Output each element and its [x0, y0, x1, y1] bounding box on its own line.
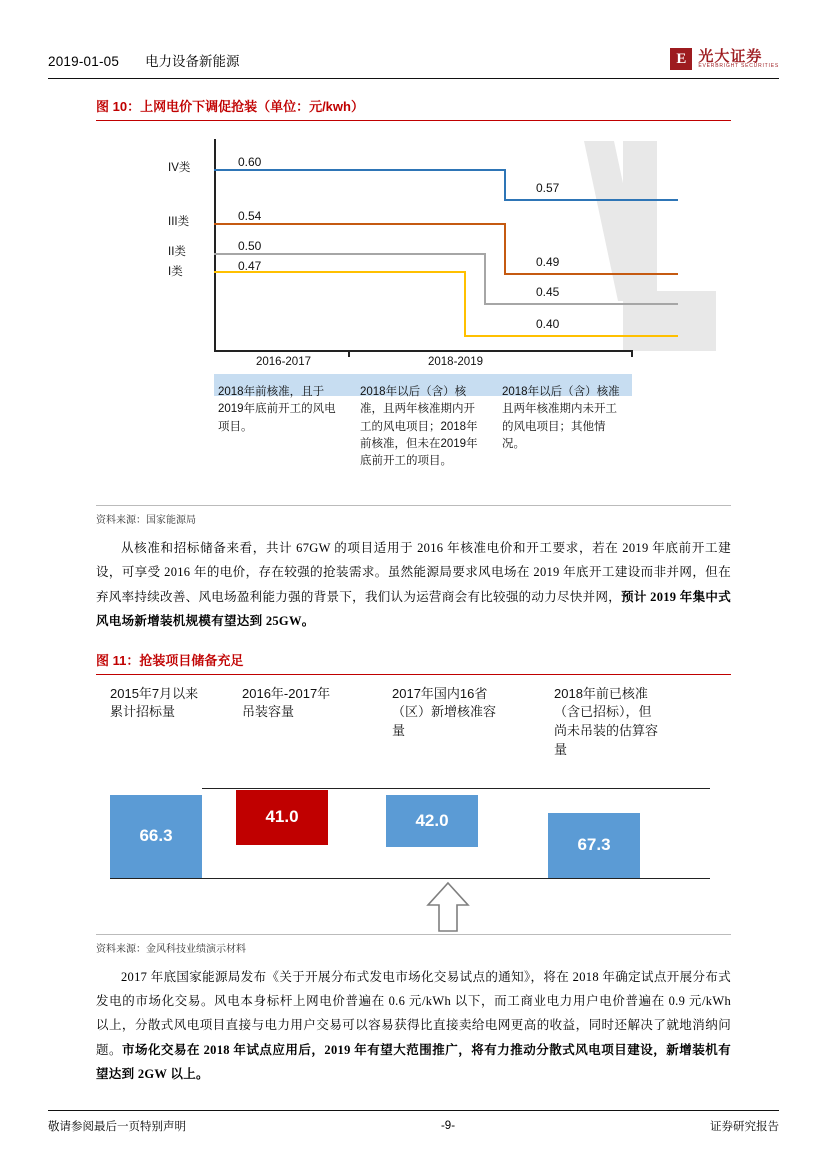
- bar-4: [548, 813, 640, 878]
- bar-header-1: 2015年7月以来累计招标量: [110, 685, 199, 720]
- value-label-iii-right: 0.49: [536, 255, 560, 269]
- paragraph-2-bold: 市场化交易在 2018 年试点应用后，2019 年有望大范围推广，将有力推动分散式风电项目建设，新增装机有望达到 2GW 以上。: [96, 1042, 731, 1081]
- logo-name-cn: 光大证券: [698, 47, 763, 65]
- header-left: [48, 50, 240, 70]
- x-tick-left: [348, 350, 350, 357]
- series-label-iii: III类: [168, 216, 190, 228]
- logo-name-en: EVERBRIGHT SECURITIES: [698, 63, 779, 70]
- up-arrow-icon: [426, 881, 470, 933]
- page-footer: [48, 1110, 779, 1134]
- value-label-i-left: 0.47: [238, 259, 262, 273]
- series-i-drop: [464, 271, 466, 337]
- paragraph-2-text: 2017 年底国家能源局发布《关于开展分布式发电市场化交易试点的通知》，将在 2018 年确定试点开展分布式发电的市场化交易。风电本身标杆上网电价普遍在 0.6 元/kWh 以下，而工商业电力用户电价普遍在 0.9 元/kWh 以上，分散式风电项目直接与电力用户交易可以容易获得比直接卖给电网更高的收益，同时还解决了就地消纳问题。: [96, 969, 731, 1057]
- logo-text: [698, 49, 779, 70]
- bar-4-value: 67.3: [577, 835, 611, 854]
- company-logo: [670, 48, 779, 70]
- series-label-ii: II类: [168, 246, 186, 258]
- note-box-3: 2018年以后（含）核准且两年核准期内未开工的风电项目；其他情况。: [502, 386, 620, 450]
- bar-3: [386, 795, 478, 847]
- page-content: [96, 96, 731, 1086]
- x-axis: [214, 350, 632, 352]
- header-date: 2019-01-05: [48, 54, 120, 69]
- footer-page-number: -9-: [440, 1120, 456, 1132]
- bar-1: [110, 795, 202, 878]
- value-label-ii-right: 0.45: [536, 285, 560, 299]
- series-iii-seg1: [214, 223, 506, 225]
- figure-11-top-rule: [202, 788, 710, 789]
- x-category-1: 2016-2017: [256, 356, 311, 368]
- figure-10-chart: [96, 131, 731, 501]
- paragraph-1-bold: 预计 2019 年集中式风电场新增装机规模有望达到 25GW。: [96, 589, 731, 629]
- series-ii-drop: [484, 253, 486, 305]
- value-label-iv-right: 0.57: [536, 181, 560, 195]
- bar-header-4: 2018年前已核准（含已招标），但尚未吊装的估算容量: [554, 685, 659, 758]
- bar-2-value: 41.0: [265, 807, 299, 826]
- figure-11-headers: [102, 685, 722, 777]
- note-boxes: [214, 381, 632, 473]
- figure-10-title: 图 10：上网电价下调促抢装（单位：元/kwh）: [96, 96, 731, 121]
- bar-3-value: 42.0: [415, 810, 449, 830]
- x-category-2: 2018-2019: [428, 356, 483, 368]
- figure-11-source: 资料来源：金风科技业绩演示材料: [96, 934, 731, 955]
- figure-10-source: 资料来源：国家能源局: [96, 505, 731, 526]
- series-i-seg2: [464, 335, 678, 337]
- figure-11-chart: [96, 685, 731, 930]
- series-ii-seg2: [484, 303, 678, 305]
- footer-right: 证券研究报告: [710, 1121, 779, 1133]
- series-label-i: I类: [168, 266, 183, 278]
- bar-header-2: 2016年-2017年吊装容量: [242, 685, 331, 720]
- x-tick-right: [631, 350, 633, 357]
- series-iii-drop: [504, 223, 506, 275]
- header-topic: 电力设备新能源: [145, 54, 240, 69]
- page-header: [48, 48, 779, 79]
- paragraph-2: [96, 965, 731, 1087]
- series-label-iv: IV类: [168, 162, 191, 174]
- paragraph-1: [96, 536, 731, 634]
- series-iii-seg2: [504, 273, 678, 275]
- series-iv-seg1: [214, 169, 506, 171]
- footer-left: 敬请参阅最后一页特别声明: [48, 1121, 186, 1133]
- figure-10-plot: [96, 131, 731, 386]
- value-label-ii-left: 0.50: [238, 239, 262, 253]
- figure-11-baseline: [110, 878, 710, 879]
- series-iv-seg2: [504, 199, 678, 201]
- note-box-2: 2018年以后（含）核准，且两年核准期内开工的风电项目；2018年前核准，但未在2019年底前开工的项目。: [360, 386, 478, 467]
- paragraph-1-text: 从核准和招标储备来看，共计 67GW 的项目适用于 2016 年核准电价和开工要求，若在 2019 年底前开工建设，可享受 2016 年的电价，存在较强的抢装需求。虽然能源局要求风电场在 2019 年底开工建设而非并网，但在弃风率持续改善、风电场盈利能力强的背景下，我们认为运营商会有比较强的动力尽快并网，: [96, 541, 731, 604]
- figure-11-title: 图 11：抢装项目储备充足: [96, 650, 731, 675]
- series-iv-drop: [504, 169, 506, 201]
- value-label-iv-left: 0.60: [238, 155, 262, 169]
- series-ii-seg1: [214, 253, 486, 255]
- value-label-iii-left: 0.54: [238, 209, 262, 223]
- logo-mark-icon: E: [670, 48, 692, 70]
- bar-header-3: 2017年国内16省（区）新增核准容量: [392, 685, 497, 739]
- bar-1-value: 66.3: [139, 826, 173, 845]
- note-box-1: 2018年前核准，且于2019年底前开工的风电项目。: [218, 386, 336, 433]
- bar-2: [236, 790, 328, 845]
- value-label-i-right: 0.40: [536, 317, 560, 331]
